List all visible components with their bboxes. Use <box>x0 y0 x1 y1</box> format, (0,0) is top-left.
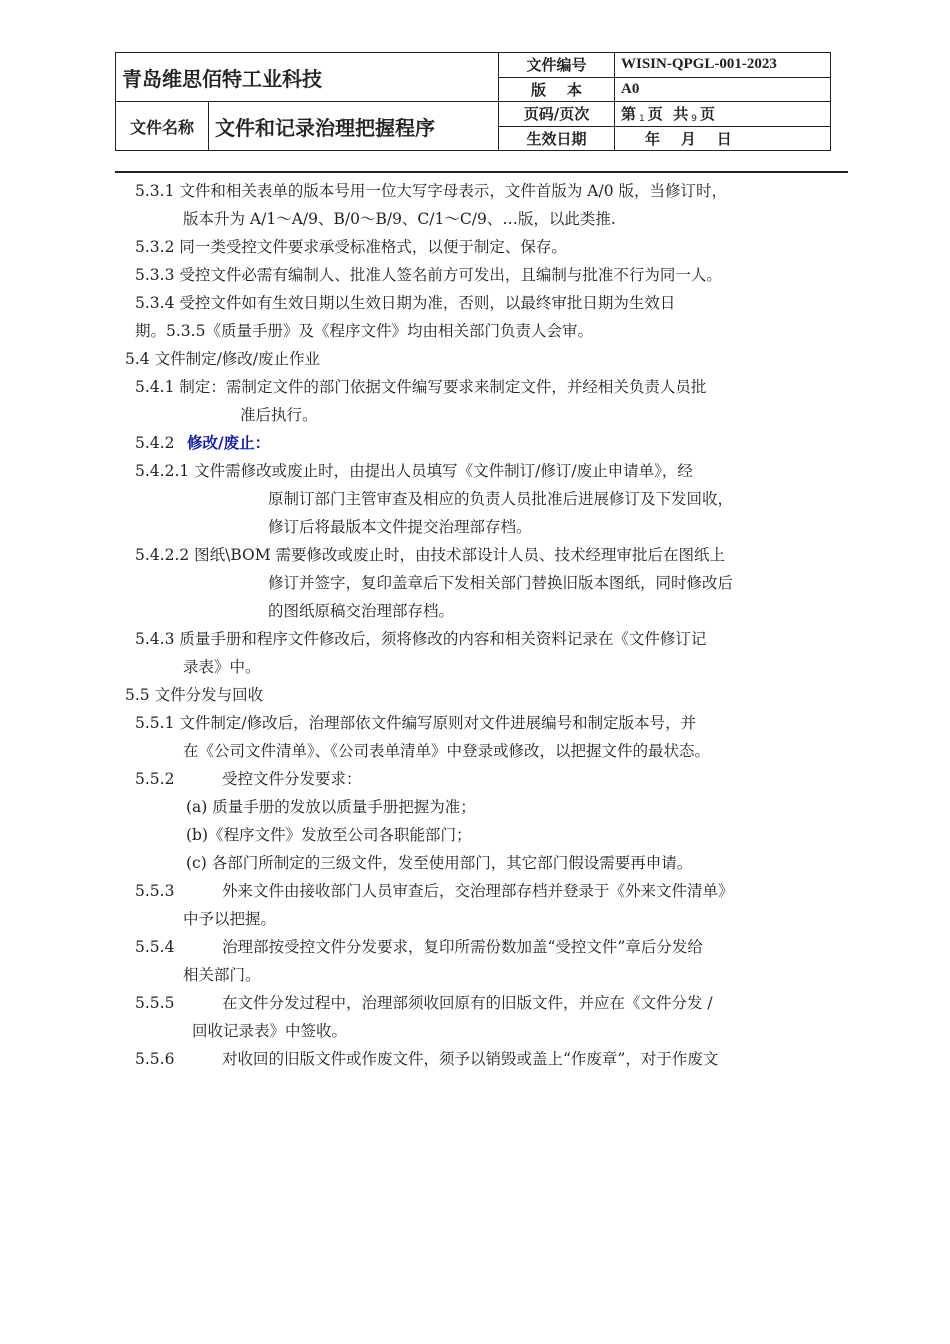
para-5-3-1: 5.3.1 文件和相关表单的版本号用一位大写字母表示，文件首版为 A/0 版，当修订时， <box>135 182 727 200</box>
doc-name-label: 文件名称 <box>116 102 209 151</box>
para-5-4-2-2-cont2: 的图纸原稿交治理部存档。 <box>268 602 455 620</box>
para-5-5-1: 5.5.1 文件制定/修改后，治理部依文件编写原则对文件进展编号和制定版本号，并 <box>135 714 697 732</box>
company-name: 青岛维思佰特工业科技 <box>116 53 499 102</box>
para-5-5-2-c: (c) 各部门所制定的三级文件，发至使用部门，其它部门假设需要再申请。 <box>186 854 693 872</box>
doc-name: 文件和记录治理把握程序 <box>209 102 499 151</box>
para-5-5-5: 5.5.5 在文件分发过程中，治理部须收回原有的旧版文件，并应在《文件分发 / <box>135 994 713 1012</box>
para-5-3-4: 5.3.4 受控文件如有生效日期以生效日期为准，否则，以最终审批日期为生效日 <box>135 294 676 312</box>
para-5-3-1-cont: 版本升为 A/1～A/9、B/0～B/9、C/1～C/9、…版，以此类推. <box>183 210 616 228</box>
para-5-4-2: 5.4.2 修改/废止： <box>0 429 950 457</box>
para-5-3-2: 5.3.2 同一类受控文件要求承受标准格式，以便于制定、保存。 <box>135 238 567 256</box>
para-5-3-5: 期。5.3.5《质量手册》及《程序文件》均由相关部门负责人会审。 <box>135 322 593 340</box>
header-divider <box>115 171 848 173</box>
para-5-5-4-cont: 相关部门。 <box>183 966 261 984</box>
para-5-5-1-cont: 在《公司文件清单》、《公司表单清单》中登录或修改，以把握文件的最状态。 <box>183 742 711 760</box>
section-5-5-heading: 5.5 文件分发与回收 <box>125 686 264 704</box>
page-prefix: 第 <box>621 105 637 124</box>
para-5-5-2-b: (b)《程序文件》发放至公司各职能部门； <box>186 826 472 844</box>
page-total: 9 <box>691 114 697 125</box>
para-5-5-3: 5.5.3 外来文件由接收部门人员审查后，交治理部存档并登录于《外来文件清单》 <box>135 882 734 900</box>
para-5-5-2: 5.5.2 受控文件分发要求： <box>135 770 362 788</box>
page-mid: 页 共 <box>647 105 689 124</box>
effective-date-label: 生效日期 <box>499 126 615 151</box>
para-5-4-3: 5.4.3 质量手册和程序文件修改后，须将修改的内容和相关资料记录在《文件修订记 <box>135 630 707 648</box>
para-5-4-3-cont: 录表》中。 <box>183 658 261 676</box>
document-header-table <box>115 52 831 151</box>
para-5-5-5-cont: 回收记录表》中签收。 <box>192 1022 348 1040</box>
section-5-4-heading: 5.4 文件制定/修改/废止作业 <box>125 350 321 368</box>
page-number: 1 <box>639 114 645 125</box>
para-5-4-2-2-cont: 修订并签字，复印盖章后下发相关部门替换旧版本图纸，同时修改后 <box>268 574 734 592</box>
para-5-5-2-a: (a) 质量手册的发放以质量手册把握为准； <box>186 798 476 816</box>
modify-abolish-label: 修改/废止： <box>187 433 271 452</box>
version-value: A0 <box>615 77 831 102</box>
para-5-5-3-cont: 中予以把握。 <box>183 910 277 928</box>
para-5-4-2-1-cont: 原制订部门主管审查及相应的负责人员批准后进展修订及下发回收， <box>268 490 734 508</box>
document-body <box>0 177 950 1073</box>
para-5-5-4: 5.5.4 治理部按受控文件分发要求，复印所需份数加盖“受控文件”章后分发给 <box>135 938 703 956</box>
page-label: 页码/页次 <box>499 102 615 127</box>
para-5-4-2-2: 5.4.2.2 图纸\BOM 需要修改或废止时，由技术部设计人员、技术经理审批后在图纸上 <box>135 546 726 564</box>
para-5-4-1: 5.4.1 制定：需制定文件的部门依据文件编写要求来制定文件，并经相关负责人员批 <box>135 378 707 396</box>
doc-number-label: 文件编号 <box>499 53 615 78</box>
page-suffix: 页 <box>699 105 715 124</box>
doc-number: WISIN-QPGL-001-2023 <box>615 53 831 78</box>
version-label: 版 本 <box>499 77 615 102</box>
para-5-4-1-cont: 准后执行。 <box>240 406 318 424</box>
para-5-3-3: 5.3.3 受控文件必需有编制人、批准人签名前方可发出，且编制与批准不行为同一人。 <box>135 266 722 284</box>
para-5-5-6: 5.5.6 对收回的旧版文件或作废文件，须予以销毁或盖上“作废章”，对于作废文 <box>135 1050 719 1068</box>
para-5-4-2-1: 5.4.2.1 文件需修改或废止时，由提出人员填写《文件制订/修订/废止申请单》，经 <box>135 462 693 480</box>
para-5-4-2-1-cont2: 修订后将最版本文件提交治理部存档。 <box>268 518 532 536</box>
page-info <box>615 102 831 127</box>
effective-date-value: 年 月 日 <box>615 126 831 151</box>
